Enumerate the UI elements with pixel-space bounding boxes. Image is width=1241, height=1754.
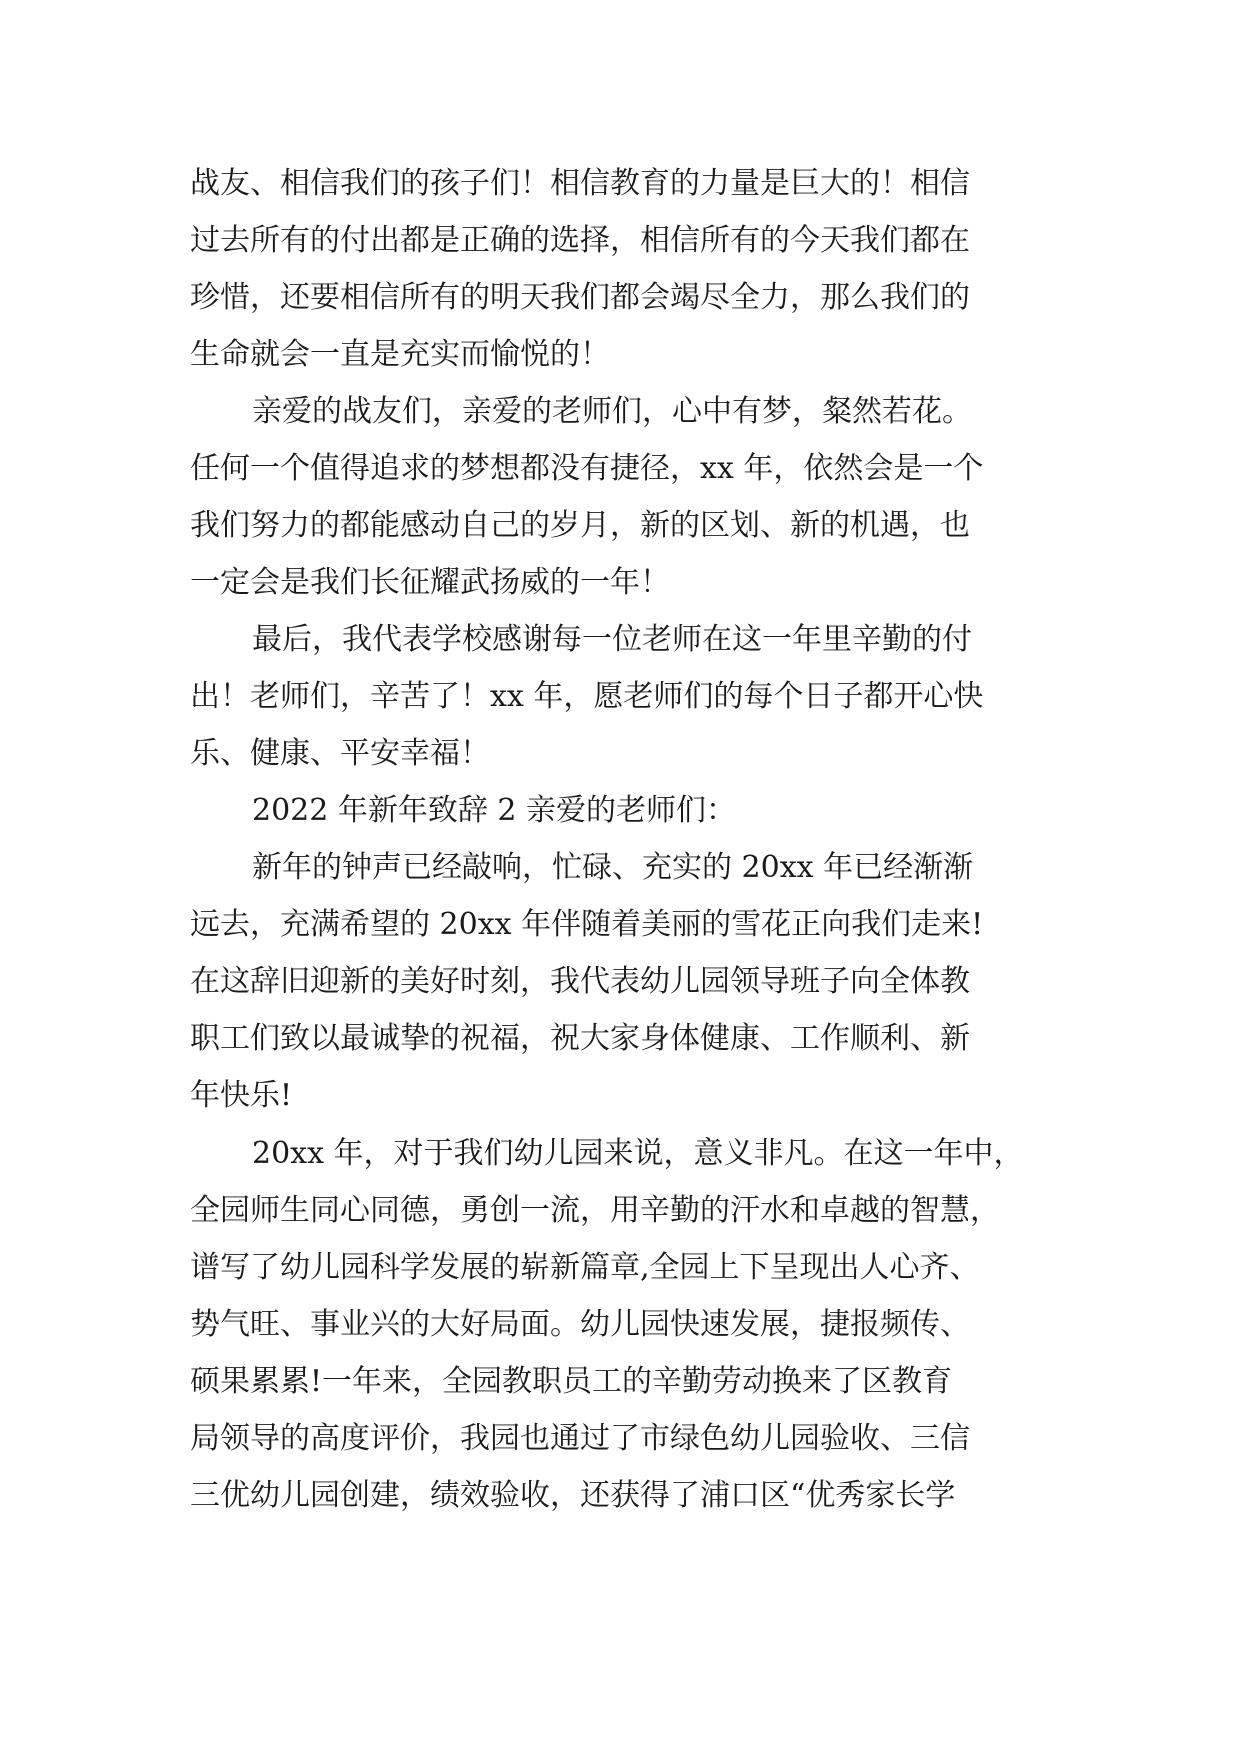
paragraph-line: 新年的钟声已经敲响，忙碌、充实的 20xx 年已经渐渐 [252, 850, 974, 885]
paragraph-line: 硕果累累!一年来，全园教职员工的辛勤劳动换来了区教育 [190, 1364, 953, 1399]
paragraph-line: 亲爱的战友们，亲爱的老师们，心中有梦，粲然若花。 [252, 394, 972, 429]
paragraph-line: 势气旺、事业兴的大好局面。幼儿园快速发展，捷报频传、 [190, 1307, 970, 1342]
paragraph-line: 在这辞旧迎新的美好时刻，我代表幼儿园领导班子向全体教 [190, 964, 970, 999]
paragraph-line: 职工们致以最诚挚的祝福，祝大家身体健康、工作顺利、新 [190, 1021, 970, 1056]
paragraph-line: 出！老师们，辛苦了！xx 年，愿老师们的每个日子都开心快 [190, 679, 984, 714]
section-heading: 2022 年新年致辞 2 亲爱的老师们： [252, 793, 737, 828]
paragraph-line: 我们努力的都能感动自己的岁月，新的区划、新的机遇，也 [190, 508, 970, 543]
paragraph-line: 过去所有的付出都是正确的选择，相信所有的今天我们都在 [190, 223, 970, 258]
paragraph-line: 20xx 年，对于我们幼儿园来说，意义非凡。在这一年中， [252, 1136, 1024, 1171]
paragraph-line: 任何一个值得追求的梦想都没有捷径，xx 年，依然会是一个 [190, 451, 984, 486]
paragraph-line: 乐、健康、平安幸福！ [190, 736, 490, 771]
paragraph-line: 局领导的高度评价，我园也通过了市绿色幼儿园验收、三信 [190, 1421, 970, 1456]
paragraph-line: 生命就会一直是充实而愉悦的！ [190, 337, 610, 372]
paragraph-line: 珍惜，还要相信所有的明天我们都会竭尽全力，那么我们的 [190, 280, 970, 315]
paragraph-line: 战友、相信我们的孩子们！相信教育的力量是巨大的！相信 [190, 166, 970, 201]
paragraph-line: 一定会是我们长征耀武扬威的一年！ [190, 565, 670, 600]
paragraph-line: 最后，我代表学校感谢每一位老师在这一年里辛勤的付 [252, 622, 972, 657]
paragraph-line: 远去，充满希望的 20xx 年伴随着美丽的雪花正向我们走来! [190, 907, 984, 942]
paragraph-line: 年快乐! [190, 1078, 293, 1113]
paragraph-line: 全园师生同心同德，勇创一流，用辛勤的汗水和卓越的智慧， [190, 1193, 1000, 1228]
paragraph-line: 谱写了幼儿园科学发展的崭新篇章,全园上下呈现出人心齐、 [190, 1250, 980, 1285]
paragraph-line: 三优幼儿园创建，绩效验收，还获得了浦口区“优秀家长学 [190, 1478, 956, 1513]
